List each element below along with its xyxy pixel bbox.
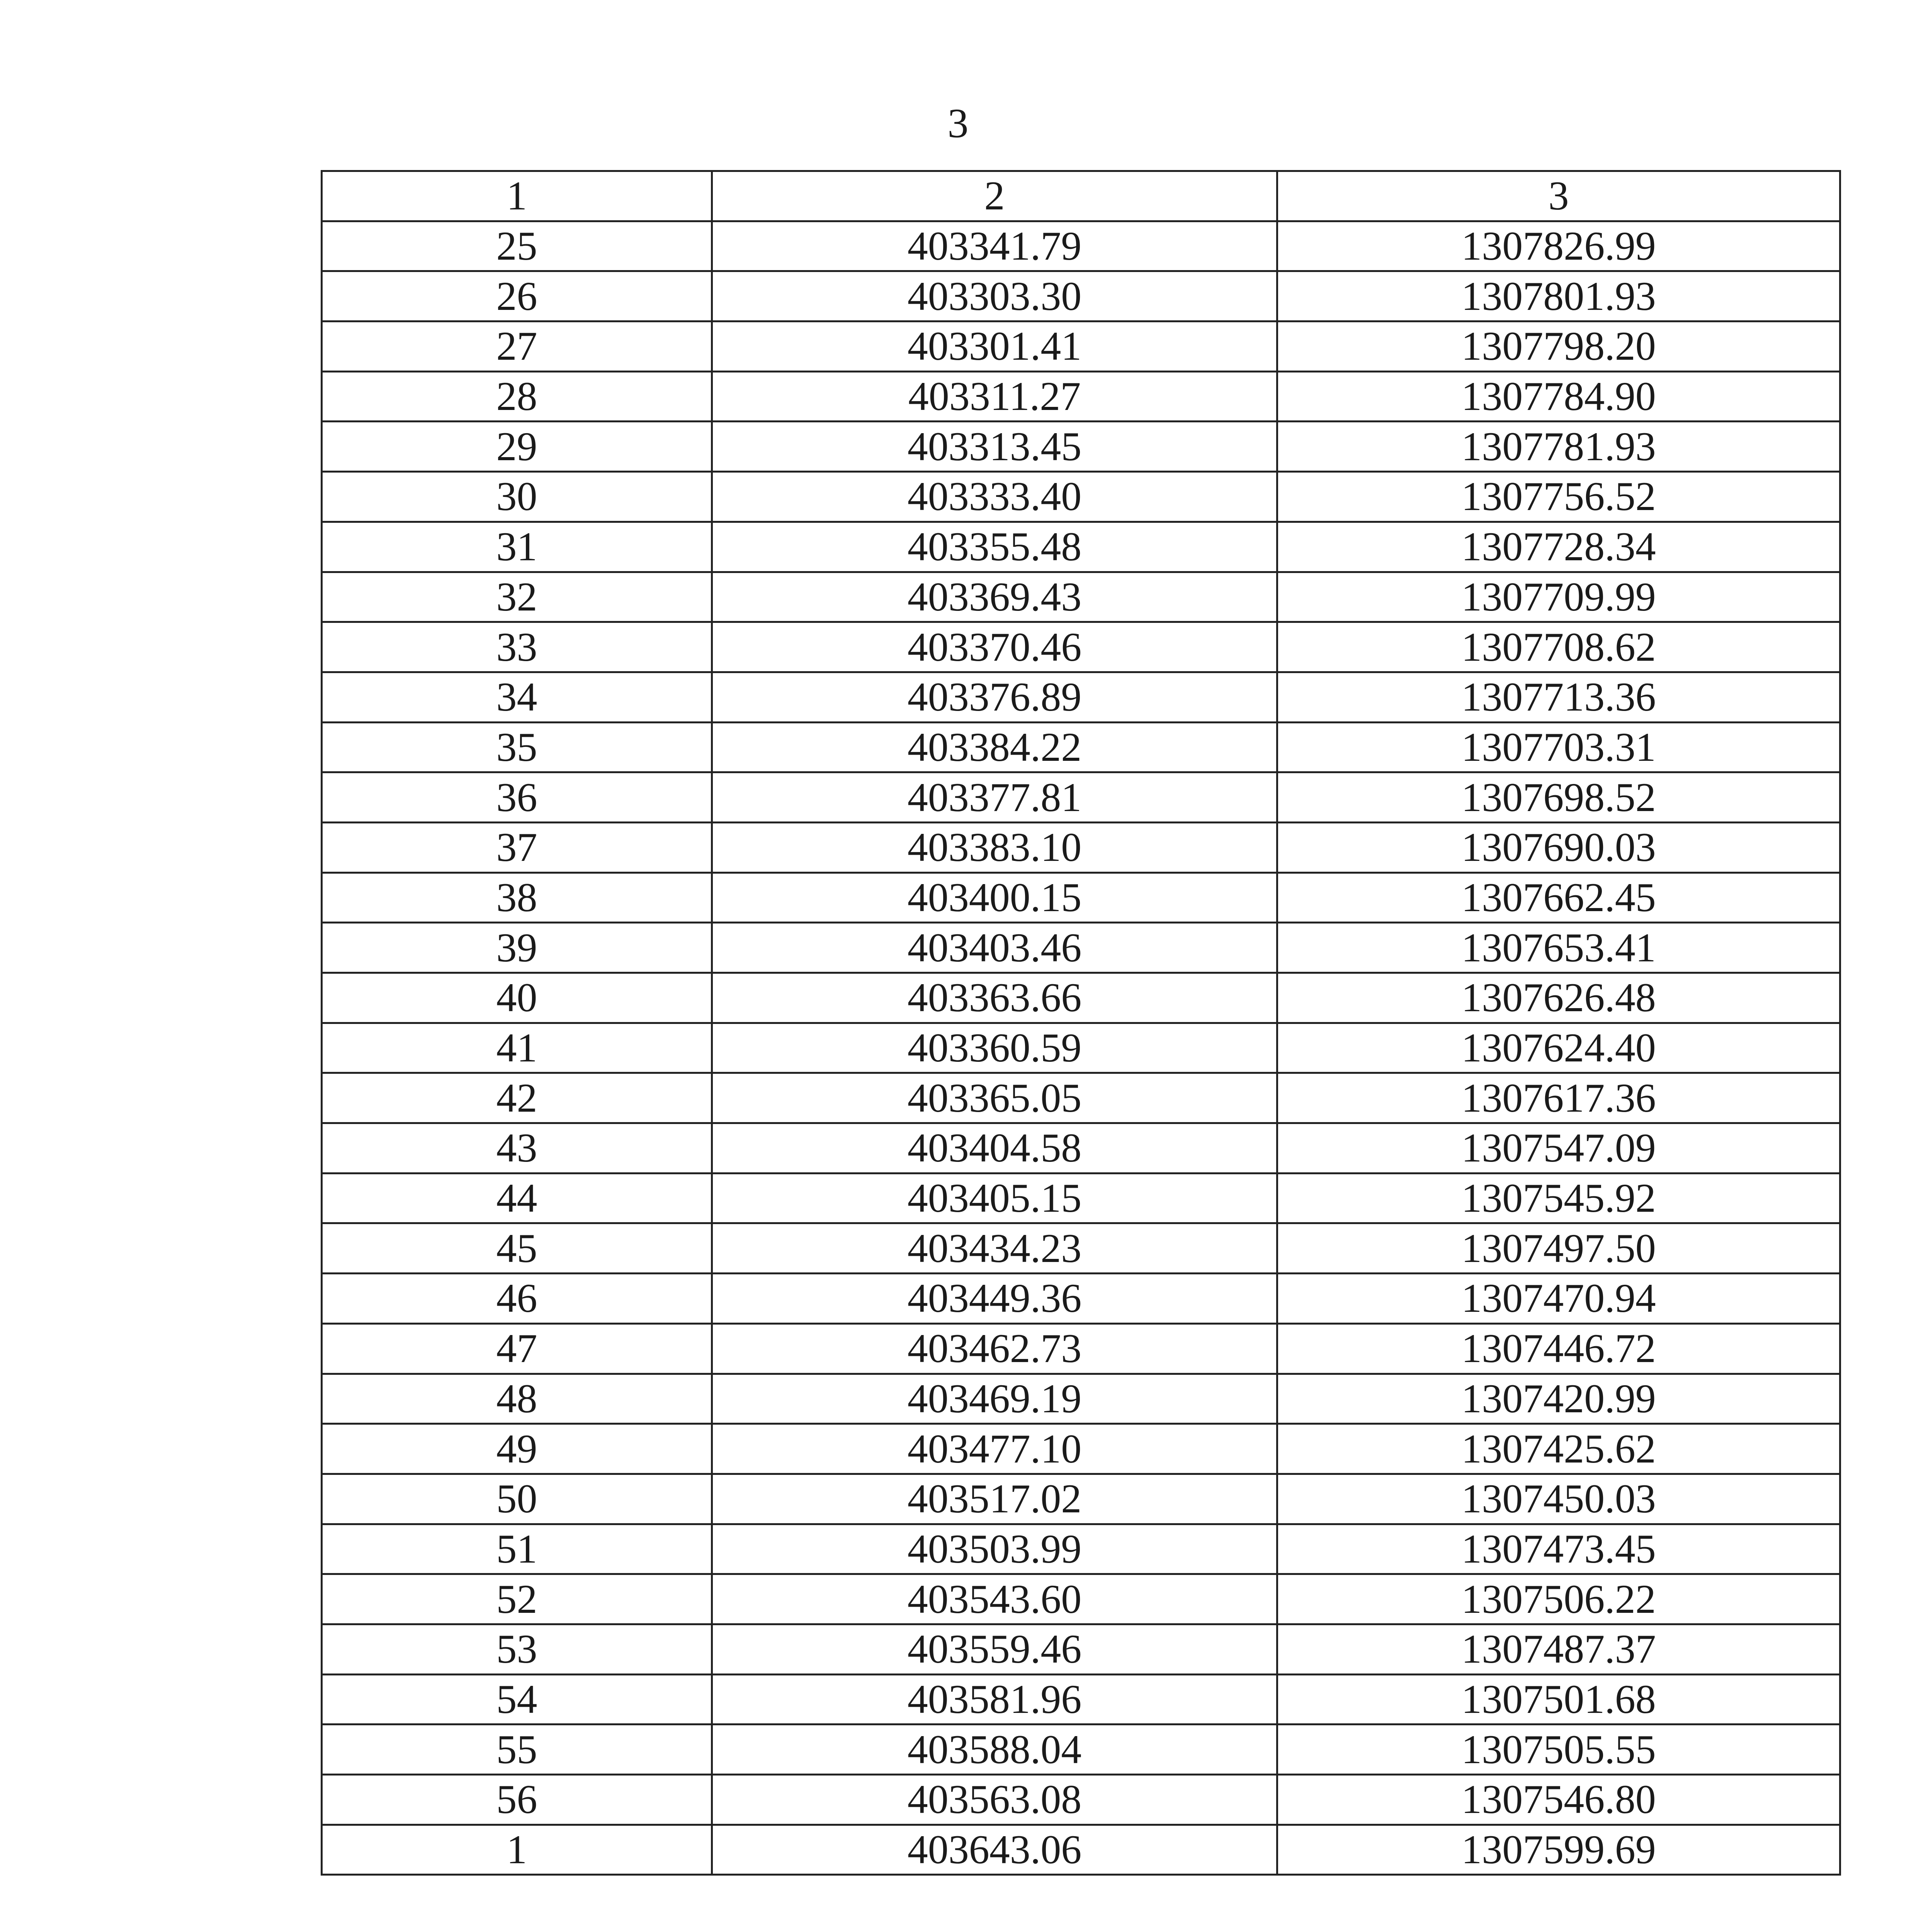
- cell-point-number: 36: [322, 772, 712, 823]
- cell-y-coordinate: 1307546.80: [1277, 1775, 1840, 1825]
- cell-x-coordinate: 403588.04: [712, 1725, 1277, 1775]
- cell-y-coordinate: 1307703.31: [1277, 722, 1840, 772]
- cell-x-coordinate: 403462.73: [712, 1323, 1277, 1374]
- cell-x-coordinate: 403559.46: [712, 1624, 1277, 1674]
- cell-x-coordinate: 403333.40: [712, 472, 1277, 522]
- column-header-y: 3: [1277, 171, 1840, 221]
- cell-y-coordinate: 1307545.92: [1277, 1173, 1840, 1223]
- cell-y-coordinate: 1307506.22: [1277, 1574, 1840, 1624]
- cell-point-number: 43: [322, 1123, 712, 1173]
- cell-y-coordinate: 1307690.03: [1277, 822, 1840, 872]
- cell-y-coordinate: 1307497.50: [1277, 1223, 1840, 1274]
- table-row: [322, 1173, 1840, 1223]
- cell-point-number: 30: [322, 472, 712, 522]
- table-body: [322, 221, 1840, 1875]
- cell-point-number: 26: [322, 271, 712, 321]
- cell-y-coordinate: 1307473.45: [1277, 1524, 1840, 1574]
- table-row: [322, 622, 1840, 672]
- table-row: [322, 371, 1840, 422]
- table-row: [322, 1424, 1840, 1474]
- cell-y-coordinate: 1307798.20: [1277, 321, 1840, 372]
- cell-point-number: 25: [322, 221, 712, 271]
- cell-y-coordinate: 1307450.03: [1277, 1474, 1840, 1524]
- cell-point-number: 49: [322, 1424, 712, 1474]
- table-row: [322, 1123, 1840, 1173]
- cell-x-coordinate: 403469.19: [712, 1374, 1277, 1424]
- cell-x-coordinate: 403311.27: [712, 371, 1277, 422]
- cell-point-number: 35: [322, 722, 712, 772]
- table-row: [322, 321, 1840, 372]
- column-header-point-number: 1: [322, 171, 712, 221]
- cell-x-coordinate: 403477.10: [712, 1424, 1277, 1474]
- table-row: [322, 1223, 1840, 1274]
- table-row: [322, 1323, 1840, 1374]
- cell-y-coordinate: 1307728.34: [1277, 522, 1840, 572]
- cell-x-coordinate: 403404.58: [712, 1123, 1277, 1173]
- cell-point-number: 29: [322, 422, 712, 472]
- cell-y-coordinate: 1307501.68: [1277, 1674, 1840, 1725]
- coordinates-table: [321, 170, 1841, 1876]
- cell-x-coordinate: 403563.08: [712, 1775, 1277, 1825]
- table-row: [322, 1825, 1840, 1875]
- cell-y-coordinate: 1307487.37: [1277, 1624, 1840, 1674]
- cell-x-coordinate: 403376.89: [712, 672, 1277, 722]
- cell-point-number: 54: [322, 1674, 712, 1725]
- cell-y-coordinate: 1307698.52: [1277, 772, 1840, 823]
- cell-y-coordinate: 1307781.93: [1277, 422, 1840, 472]
- cell-x-coordinate: 403341.79: [712, 221, 1277, 271]
- cell-x-coordinate: 403369.43: [712, 572, 1277, 622]
- cell-x-coordinate: 403517.02: [712, 1474, 1277, 1524]
- cell-point-number: 33: [322, 622, 712, 672]
- cell-x-coordinate: 403543.60: [712, 1574, 1277, 1624]
- cell-x-coordinate: 403400.15: [712, 872, 1277, 923]
- cell-y-coordinate: 1307756.52: [1277, 472, 1840, 522]
- cell-point-number: 50: [322, 1474, 712, 1524]
- cell-point-number: 46: [322, 1274, 712, 1324]
- cell-point-number: 47: [322, 1323, 712, 1374]
- table-row: [322, 472, 1840, 522]
- cell-x-coordinate: 403313.45: [712, 422, 1277, 472]
- table-row: [322, 422, 1840, 472]
- table-row: [322, 722, 1840, 772]
- table-row: [322, 1775, 1840, 1825]
- cell-x-coordinate: 403403.46: [712, 923, 1277, 973]
- cell-x-coordinate: 403360.59: [712, 1023, 1277, 1073]
- table-row: [322, 872, 1840, 923]
- table-row: [322, 1023, 1840, 1073]
- table-header-row: [322, 171, 1840, 221]
- cell-x-coordinate: 403370.46: [712, 622, 1277, 672]
- cell-point-number: 44: [322, 1173, 712, 1223]
- cell-y-coordinate: 1307708.62: [1277, 622, 1840, 672]
- page-number: 3: [947, 100, 969, 146]
- cell-y-coordinate: 1307547.09: [1277, 1123, 1840, 1173]
- cell-point-number: 37: [322, 822, 712, 872]
- cell-x-coordinate: 403434.23: [712, 1223, 1277, 1274]
- cell-y-coordinate: 1307826.99: [1277, 221, 1840, 271]
- cell-x-coordinate: 403384.22: [712, 722, 1277, 772]
- cell-y-coordinate: 1307505.55: [1277, 1725, 1840, 1775]
- cell-y-coordinate: 1307653.41: [1277, 923, 1840, 973]
- table-row: [322, 1073, 1840, 1123]
- table-row: [322, 923, 1840, 973]
- cell-point-number: 42: [322, 1073, 712, 1123]
- cell-point-number: 40: [322, 973, 712, 1023]
- cell-point-number: 53: [322, 1624, 712, 1674]
- cell-point-number: 45: [322, 1223, 712, 1274]
- table-row: [322, 1274, 1840, 1324]
- table-row: [322, 1374, 1840, 1424]
- cell-point-number: 51: [322, 1524, 712, 1574]
- cell-y-coordinate: 1307662.45: [1277, 872, 1840, 923]
- table-row: [322, 1624, 1840, 1674]
- cell-y-coordinate: 1307626.48: [1277, 973, 1840, 1023]
- cell-x-coordinate: 403363.66: [712, 973, 1277, 1023]
- cell-y-coordinate: 1307425.62: [1277, 1424, 1840, 1474]
- cell-point-number: 56: [322, 1775, 712, 1825]
- cell-x-coordinate: 403303.30: [712, 271, 1277, 321]
- cell-x-coordinate: 403449.36: [712, 1274, 1277, 1324]
- cell-y-coordinate: 1307617.36: [1277, 1073, 1840, 1123]
- cell-point-number: 32: [322, 572, 712, 622]
- cell-x-coordinate: 403405.15: [712, 1173, 1277, 1223]
- cell-y-coordinate: 1307709.99: [1277, 572, 1840, 622]
- table-row: [322, 822, 1840, 872]
- table-row: [322, 772, 1840, 823]
- cell-y-coordinate: 1307624.40: [1277, 1023, 1840, 1073]
- cell-point-number: 38: [322, 872, 712, 923]
- cell-y-coordinate: 1307801.93: [1277, 271, 1840, 321]
- cell-y-coordinate: 1307784.90: [1277, 371, 1840, 422]
- cell-point-number: 48: [322, 1374, 712, 1424]
- cell-x-coordinate: 403301.41: [712, 321, 1277, 372]
- table-row: [322, 221, 1840, 271]
- cell-x-coordinate: 403383.10: [712, 822, 1277, 872]
- table-row: [322, 522, 1840, 572]
- cell-point-number: 39: [322, 923, 712, 973]
- table-row: [322, 1524, 1840, 1574]
- table-row: [322, 973, 1840, 1023]
- cell-y-coordinate: 1307470.94: [1277, 1274, 1840, 1324]
- table-row: [322, 1574, 1840, 1624]
- cell-point-number: 1: [322, 1825, 712, 1875]
- cell-x-coordinate: 403365.05: [712, 1073, 1277, 1123]
- cell-y-coordinate: 1307446.72: [1277, 1323, 1840, 1374]
- table-row: [322, 572, 1840, 622]
- cell-y-coordinate: 1307713.36: [1277, 672, 1840, 722]
- cell-point-number: 31: [322, 522, 712, 572]
- cell-x-coordinate: 403643.06: [712, 1825, 1277, 1875]
- cell-point-number: 34: [322, 672, 712, 722]
- cell-point-number: 28: [322, 371, 712, 422]
- table-row: [322, 271, 1840, 321]
- table-row: [322, 672, 1840, 722]
- table-row: [322, 1725, 1840, 1775]
- cell-x-coordinate: 403377.81: [712, 772, 1277, 823]
- column-header-x: 2: [712, 171, 1277, 221]
- cell-x-coordinate: 403581.96: [712, 1674, 1277, 1725]
- cell-point-number: 52: [322, 1574, 712, 1624]
- cell-point-number: 55: [322, 1725, 712, 1775]
- table-row: [322, 1674, 1840, 1725]
- cell-y-coordinate: 1307420.99: [1277, 1374, 1840, 1424]
- cell-point-number: 27: [322, 321, 712, 372]
- table-row: [322, 1474, 1840, 1524]
- cell-x-coordinate: 403503.99: [712, 1524, 1277, 1574]
- cell-x-coordinate: 403355.48: [712, 522, 1277, 572]
- cell-y-coordinate: 1307599.69: [1277, 1825, 1840, 1875]
- cell-point-number: 41: [322, 1023, 712, 1073]
